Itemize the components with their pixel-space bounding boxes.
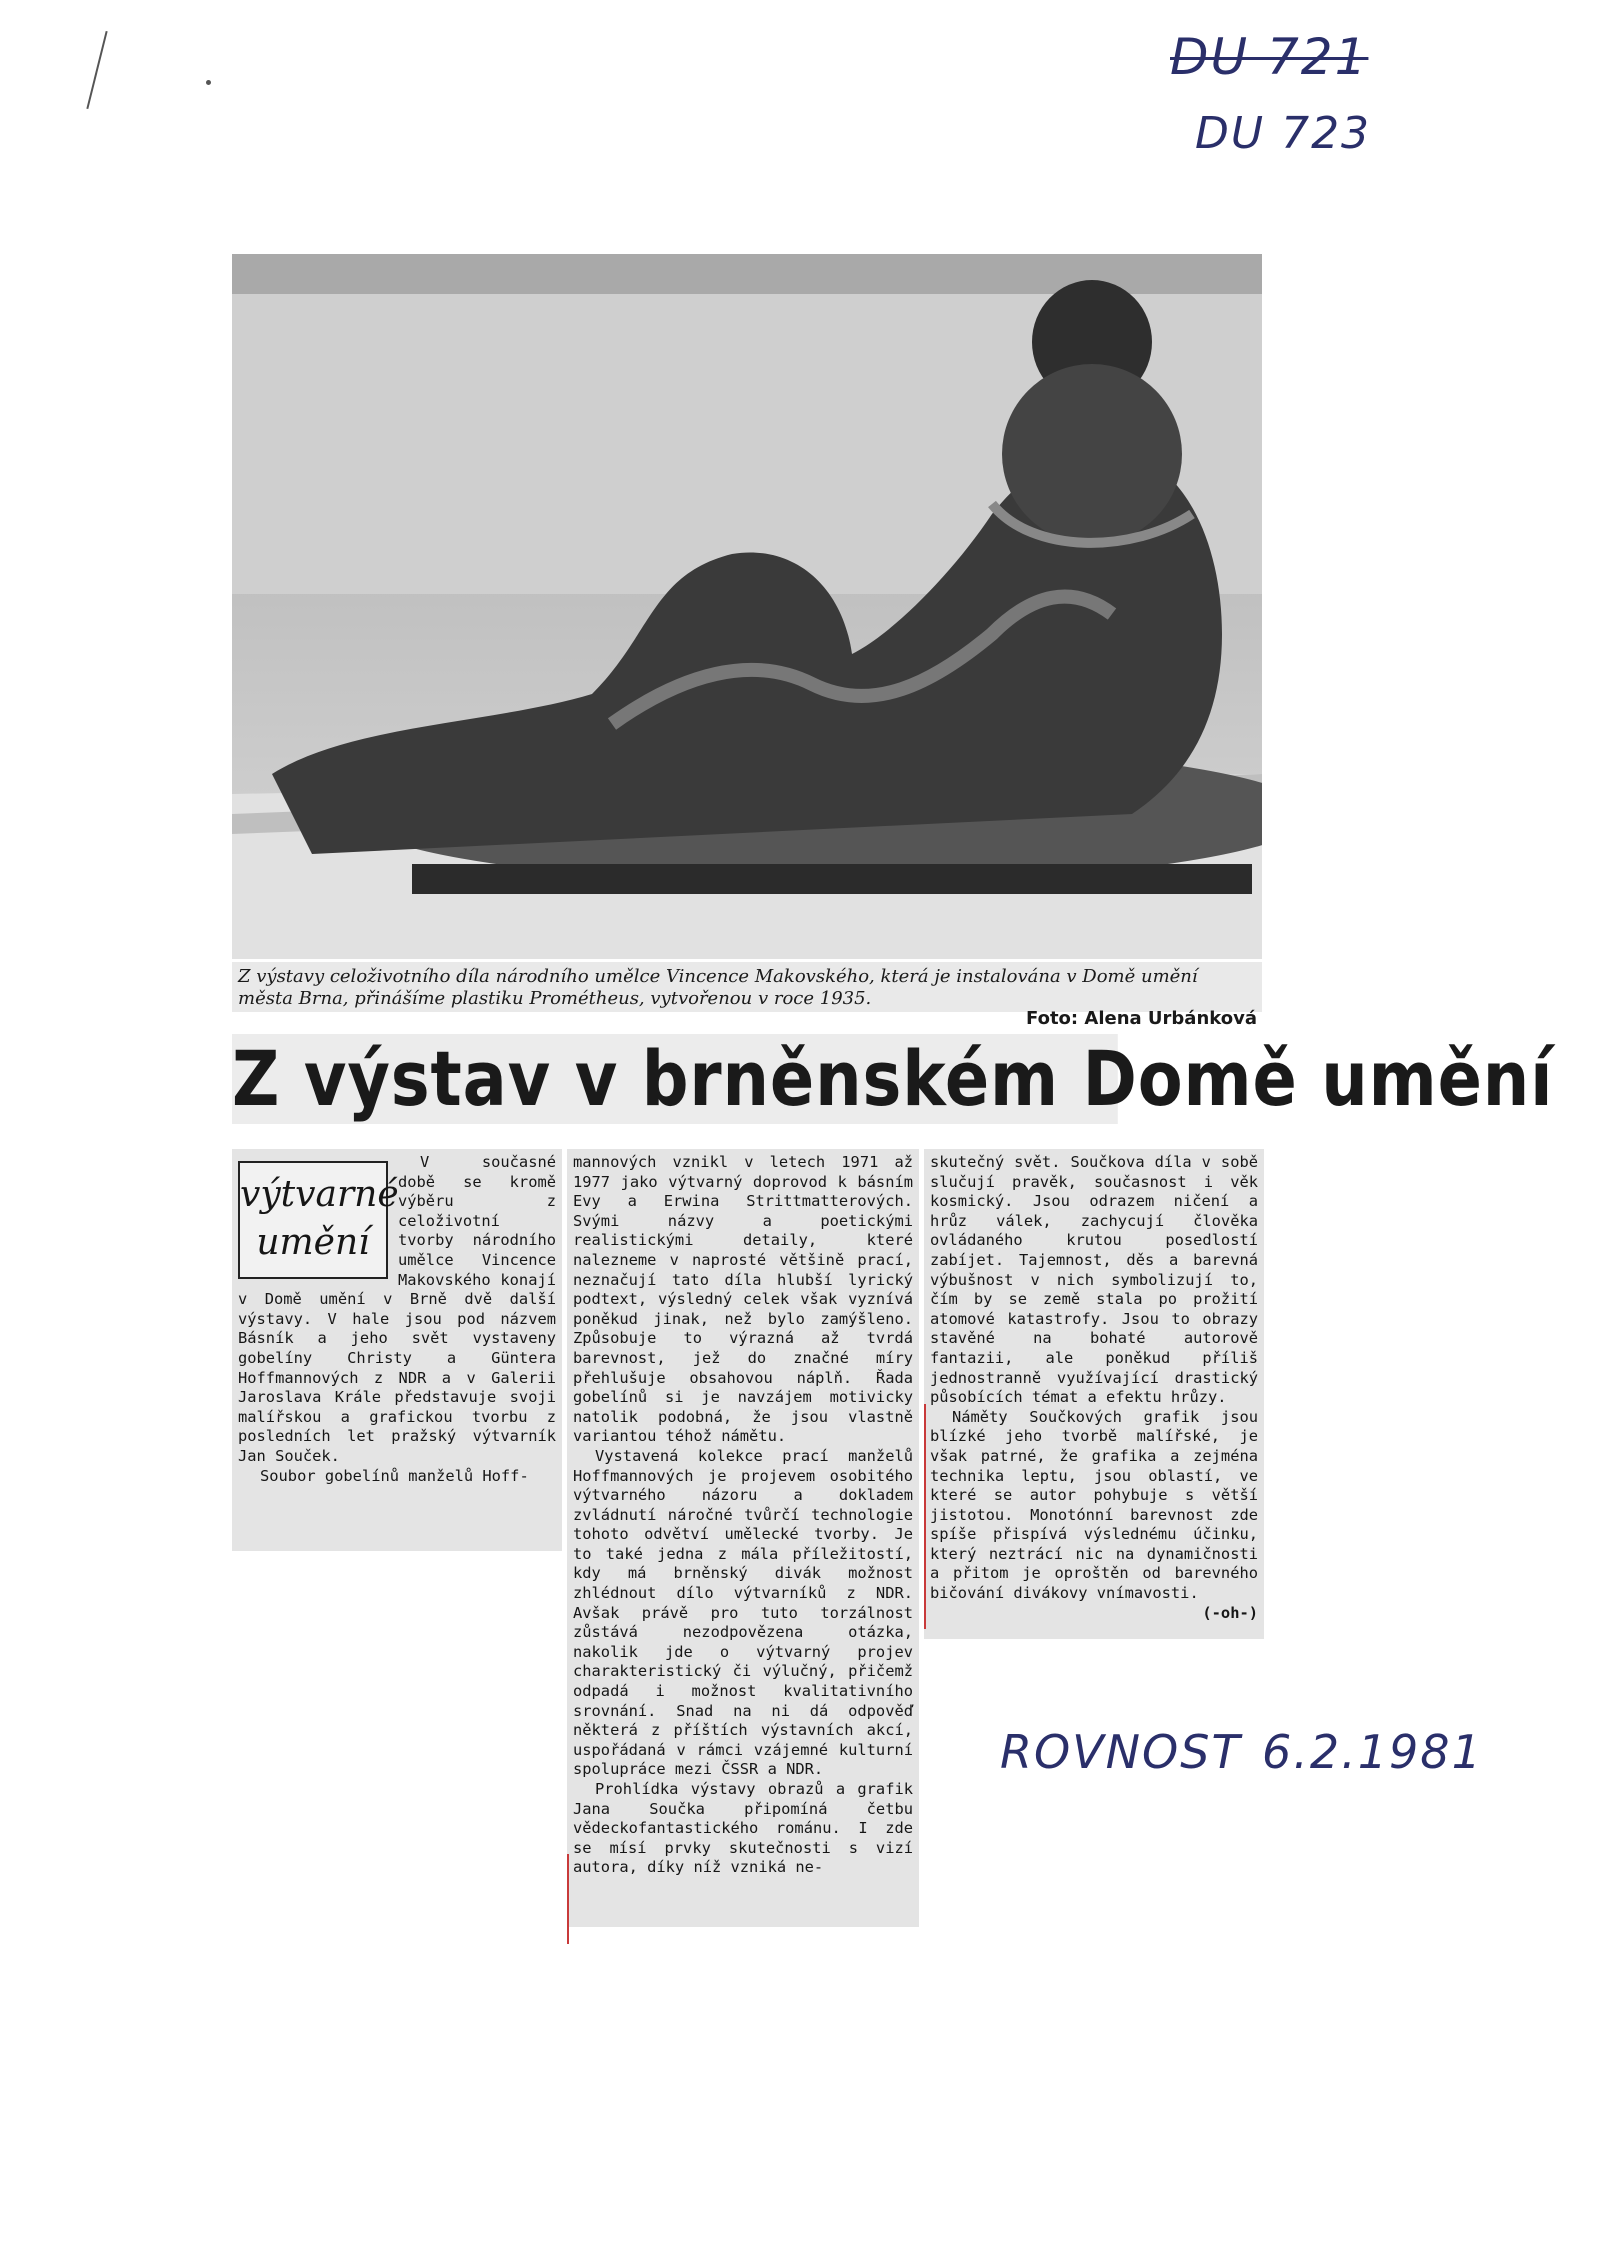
paragraph: Náměty Součkových grafik jsou blízké jeho tvorbě malířské, je však patrné, že grafika a zejména technika leptu, jsou oblastí, ve které se autor pohybuje s větší jistotou. Monotónní barevnost zde spíše přispívá výslednému účinku, který neztrácí nic na dynamičnosti a přitom je oproštěn od barevného bičování divákovy vnímavosti. [930,1407,1258,1603]
article-headline: Z výstav v brněnském Domě umění [232,1034,1554,1123]
author-signature: (-oh-) [1202,1603,1258,1622]
photo-credit: Foto: Alena Urbánková [1026,1008,1257,1029]
archive-code: DU 723 [1195,108,1372,159]
margin-dot [206,80,211,85]
paragraph: Vystavená kolekce prací manželů Hoffmannových je projevem osobitého výtvarného názoru a dokladem zvládnutí náročné tvůrčí technologie tohoto odvětví umělecké tvorby. Je to také jedna z mála příležitostí, kdy má brněnský divák možnost zhlédnout dílo výtvarníků z NDR. Avšak právě pro tuto torzálnost zůstává nezodpovězena otázka, nakolik jde o výtvarný projev charakteristický či výlučný, přičemž odpadá i možnost kvalitativního srovnání. Snad na ni dá odpověď některá z příštích výstavních akcí, uspořádaná v rámci vzájemné kulturní spolupráce mezi ČSSR a NDR. [573,1446,913,1779]
paragraph: V současné době se kromě výběru z celoživotní tvorby národního umělce Vincence Makovského konají v Domě umění v Brně dvě další výstavy. V hale jsou pod názvem Básník a jeho svět vystaveny gobelíny Christy a Güntera Hoffmannových z NDR a v Galerii Jaroslava Krále představuje svoji malířskou a grafickou tvorbu z posledních let pražský výtvarník Jan Souček. [238,1153,556,1465]
photo-caption: Z výstavy celoživotního díla národního umělce Vincence Makovského, která je instalována v Domě umění města Brna, přinášíme plastiku Prométheus, vytvořenou v roce 1935. [232,962,1262,1012]
prometheus-sculpture-image [232,254,1262,959]
article-column-1 [232,1149,562,1551]
archive-code-old-text: DU 721 [1170,28,1369,86]
red-margin-mark [924,1404,926,1629]
paragraph: Soubor gobelínů manželů Hoff- [260,1466,529,1485]
margin-pen-stroke [86,31,107,109]
paragraph: skutečný svět. Součkova díla v sobě slučují pravěk, současnost i věk kosmický. Jsou odrazem ničení a hrůz válek, zachycují člověka ovládaného krutou posedlostí zabíjet. Tajemnost, děs a barevná výbušnost v nich symbolizují to, čím by se země stala po prožití atomové katastrofy. Jsou to obrazy stavěné na bohaté autorově fantazii, ale poněkud příliš jednostranně využívající drastický působících témat a efektu hrůzy. [930,1153,1258,1407]
source-newspaper-name: ROVNOST [1000,1725,1242,1779]
paragraph: mannových vznikl v letech 1971 až 1977 jako výtvarný doprovod k básním Evy a Erwina Strittmatterových. Svými názvy a poetickými realistickými detaily, které nalezneme v naprosté většině prací, neznačují tato díla hlubší lyrický podtext, výsledný celek však vyznívá poněkud jinak, než bylo zamýšleno. Způsobuje to výrazná až tvrdá barevnost, jež do značné míry přehlušuje obsahovou náplň. Řada gobelínů si je navzájem motivicky natolik podobná, že jsou vlastně variantou téhož námětu. [573,1153,913,1446]
paragraph: Prohlídka výstavy obrazů a grafik Jana Součka připomíná četbu vědeckofantastického románu. I zde se mísí prvky skutečnosti s vizí autora, díky níž vzniká ne- [573,1780,913,1877]
rubric-logo: výtvarné umění [238,1161,388,1279]
red-margin-mark [567,1854,569,1944]
archive-code-crossed-out [1170,28,1368,86]
article-column-2 [567,1149,919,1927]
article-column-3 [924,1149,1264,1639]
source-date: 6.2.1981 [1262,1725,1483,1779]
sculpture-photo [232,254,1262,959]
